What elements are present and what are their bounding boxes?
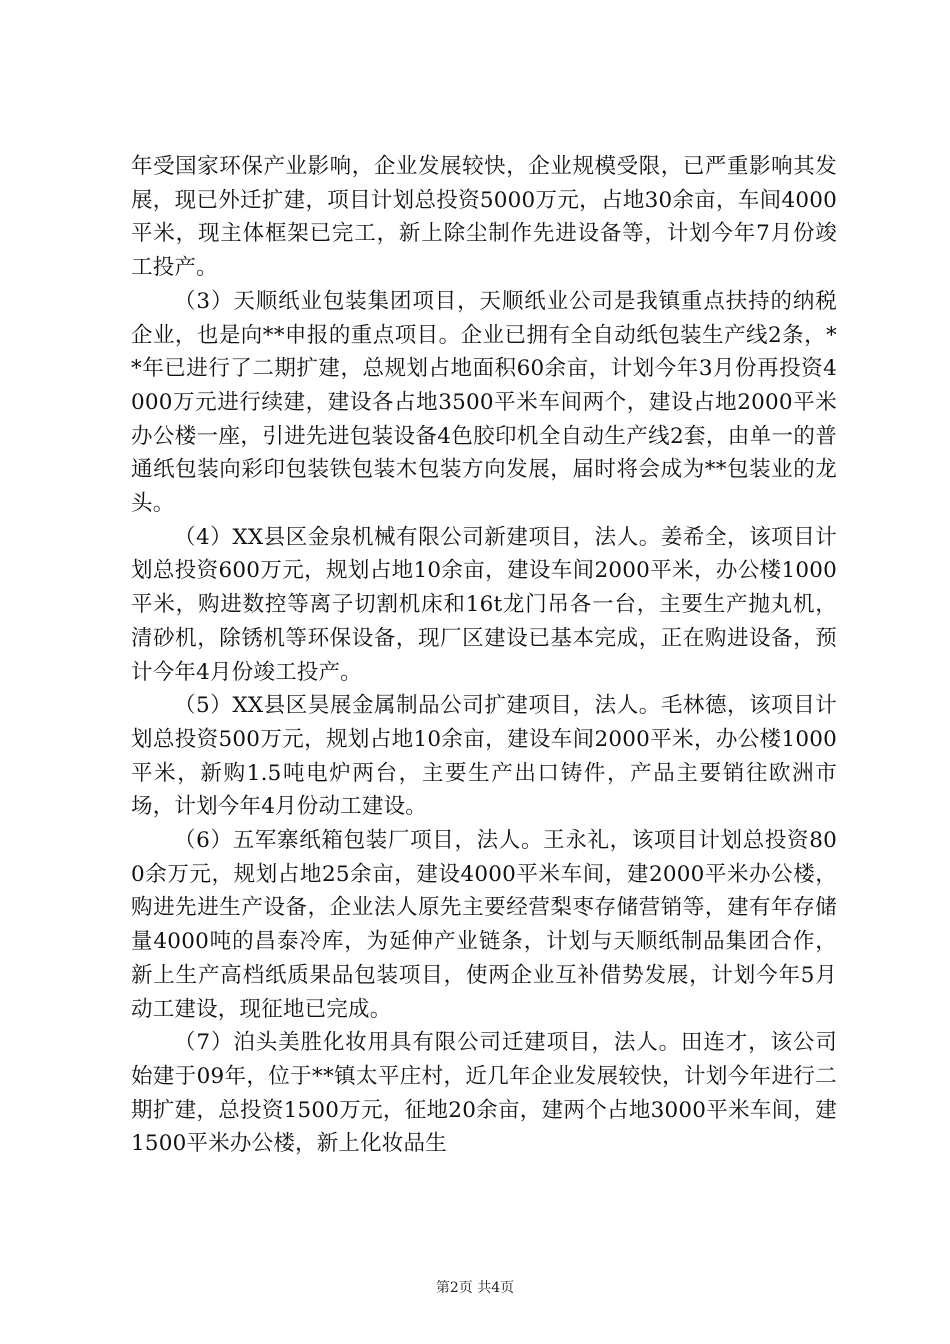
page-number-footer: 第2页 共4页 xyxy=(435,1280,515,1296)
paragraph-continuation: 年受国家环保产业影响，企业发展较快，企业规模受限，已严重影响其发展，现已外迁扩建，项目计划总投资5000万元，占地30余亩，车间4000平米，现主体框架已完工，新上除尘制作先进设备等，计划今年7月份竣工投产。 xyxy=(131,154,837,281)
paragraph-item-4: （4）XX县区金泉机械有限公司新建项目，法人。姜希全，该项目计划总投资600万元，规划占地10余亩，建设车间2000平米，办公楼1000平米，购进数控等离子切割机床和16t龙门吊各一台，主要生产抛丸机，清砂机，除锈机等环保设备，现厂区建设已基本完成，正在购进设备，预计今年4月份竣工投产。 xyxy=(131,524,837,685)
paragraph-item-7: （7）泊头美胜化妆用具有限公司迁建项目，法人。田连才，该公司始建于09年，位于**镇太平庄村，近几年企业发展较快，计划今年进行二期扩建，总投资1500万元，征地20余亩，建两个占地3000平米车间，建1500平米办公楼，新上化妆品生 xyxy=(131,1030,837,1157)
paragraph-item-5: （5）XX县区昊展金属制品公司扩建项目，法人。毛林德，该项目计划总投资500万元，规划占地10余亩，建设车间2000平米，办公楼1000平米，新购1.5吨电炉两台，主要生产出口铸件，产品主要销往欧洲市场，计划今年4月份动工建设。 xyxy=(131,693,837,820)
paragraph-item-6: （6）五军寨纸箱包装厂项目，法人。王永礼，该项目计划总投资800余万元，规划占地25余亩，建设4000平米车间，建2000平米办公楼，购进先进生产设备，企业法人原先主要经营梨枣存储营销等，建有年存储量4000吨的昌泰冷库，为延伸产业链条，计划与天顺纸制品集团合作，新上生产高档纸质果品包装项目，使两企业互补借势发展，计划今年5月动工建设，现征地已完成。 xyxy=(131,828,837,1022)
document-body xyxy=(131,150,837,1161)
paragraph-item-3: （3）天顺纸业包装集团项目，天顺纸业公司是我镇重点扶持的纳税企业，也是向**申报的重点项目。企业已拥有全自动纸包装生产线2条，**年已进行了二期扩建，总规划占地面积60余亩，计划今年3月份再投资4000万元进行续建，建设各占地3500平米车间两个，建设占地2000平米办公楼一座，引进先进包装设备4色胶印机全自动生产线2套，由单一的普通纸包装向彩印包装铁包装木包装方向发展，届时将会成为**包装业的龙头。 xyxy=(131,288,837,517)
